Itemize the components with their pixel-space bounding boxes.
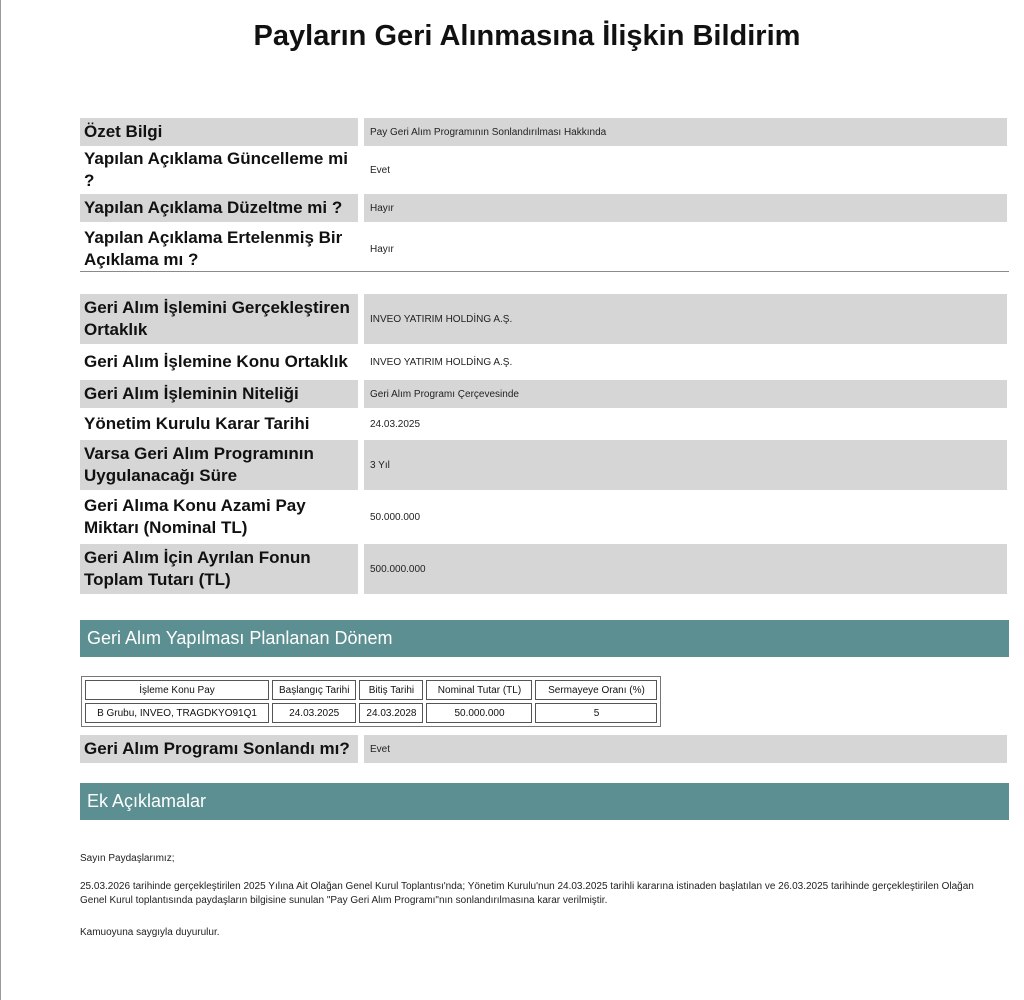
additional-heading: Ek Açıklamalar (80, 783, 1009, 820)
details-value: 3 Yıl (364, 440, 1007, 490)
summary-value: Evet (370, 164, 391, 176)
table-row (85, 703, 657, 723)
details-table (80, 292, 1007, 596)
ended-value: Evet (364, 735, 1007, 763)
details-label: Geri Alıma Konu Azami Pay Miktarı (Nominal TL) (84, 496, 306, 537)
summary-row-ertelenmis (80, 224, 1007, 274)
details-row (80, 346, 1007, 378)
period-header-row (85, 680, 657, 700)
summary-label: Yapılan Açıklama Düzeltme mi ? (80, 194, 358, 222)
cell-end-date: 24.03.2028 (359, 703, 423, 723)
details-value: INVEO YATIRIM HOLDİNG A.Ş. (370, 356, 513, 368)
summary-row-duzeltme (80, 194, 1007, 222)
cell-share: B Grubu, INVEO, TRAGDKYO91Q1 (85, 703, 269, 723)
details-value: INVEO YATIRIM HOLDİNG A.Ş. (364, 294, 1007, 344)
cell-capital-ratio: 5 (535, 703, 657, 723)
details-label: Geri Alım İşlemine Konu Ortaklık (84, 352, 348, 371)
details-row (80, 294, 1007, 344)
details-value: 24.03.2025 (370, 418, 421, 430)
details-value: 50.000.000 (370, 511, 421, 523)
cell-nominal-amount: 50.000.000 (426, 703, 532, 723)
closing-text: Kamuoyuna saygıyla duyurulur. (80, 927, 220, 938)
summary-value: Hayır (364, 194, 1007, 222)
ended-table (80, 733, 1007, 765)
details-value: Geri Alım Programı Çerçevesinde (364, 380, 1007, 408)
details-label: Geri Alım İçin Ayrılan Fonun Toplam Tutarı (TL) (80, 544, 358, 594)
details-label: Yönetim Kurulu Karar Tarihi (84, 414, 310, 433)
summary-label: Yapılan Açıklama Güncelleme mi ? (84, 149, 348, 190)
details-row (80, 410, 1007, 438)
ended-label: Geri Alım Programı Sonlandı mı? (80, 735, 358, 763)
column-header: Bitiş Tarihi (359, 680, 423, 700)
summary-value: Hayır (370, 243, 394, 255)
details-label: Varsa Geri Alım Programının Uygulanacağı Süre (80, 440, 358, 490)
details-row (80, 492, 1007, 542)
details-label: Geri Alım İşlemini Gerçekleştiren Ortaklık (80, 294, 358, 344)
planned-period-table (81, 676, 661, 727)
page-title: Payların Geri Alınmasına İlişkin Bildirim (253, 20, 801, 52)
details-value: 500.000.000 (364, 544, 1007, 594)
details-row (80, 544, 1007, 594)
body-text: 25.03.2026 tarihinde gerçekleştirilen 2025 Yılına Ait Olağan Genel Kurul Toplantısı'nda; Yönetim Kurulu'nun 24.03.2025 tarihli kararına istinaden başlatılan ve 26.03.2025 tarihinde gerçekleştirilen Olağan Genel Kurul toplantısında paydaşların bilgisine sunulan "Pay Geri Alım Programı"nın sonlandırılmasına karar verilmiştir. (80, 881, 974, 906)
summary-row-guncelleme (80, 148, 1007, 192)
details-row (80, 380, 1007, 408)
summary-table (80, 116, 1007, 276)
section-divider (80, 271, 1009, 272)
greeting-text: Sayın Paydaşlarımız; (80, 853, 175, 864)
column-header: İşleme Konu Pay (85, 680, 269, 700)
summary-value: Pay Geri Alım Programının Sonlandırılması Hakkında (364, 118, 1007, 146)
column-header: Başlangıç Tarihi (272, 680, 356, 700)
details-label: Geri Alım İşleminin Niteliği (80, 380, 358, 408)
cell-start-date: 24.03.2025 (272, 703, 356, 723)
details-row (80, 440, 1007, 490)
ended-row (80, 735, 1007, 763)
planned-period-heading: Geri Alım Yapılması Planlanan Dönem (80, 620, 1009, 657)
column-header: Nominal Tutar (TL) (426, 680, 532, 700)
summary-row-ozet (80, 118, 1007, 146)
summary-label: Yapılan Açıklama Ertelenmiş Bir Açıklama mı ? (84, 228, 343, 269)
summary-label: Özet Bilgi (80, 118, 358, 146)
column-header: Sermayeye Oranı (%) (535, 680, 657, 700)
